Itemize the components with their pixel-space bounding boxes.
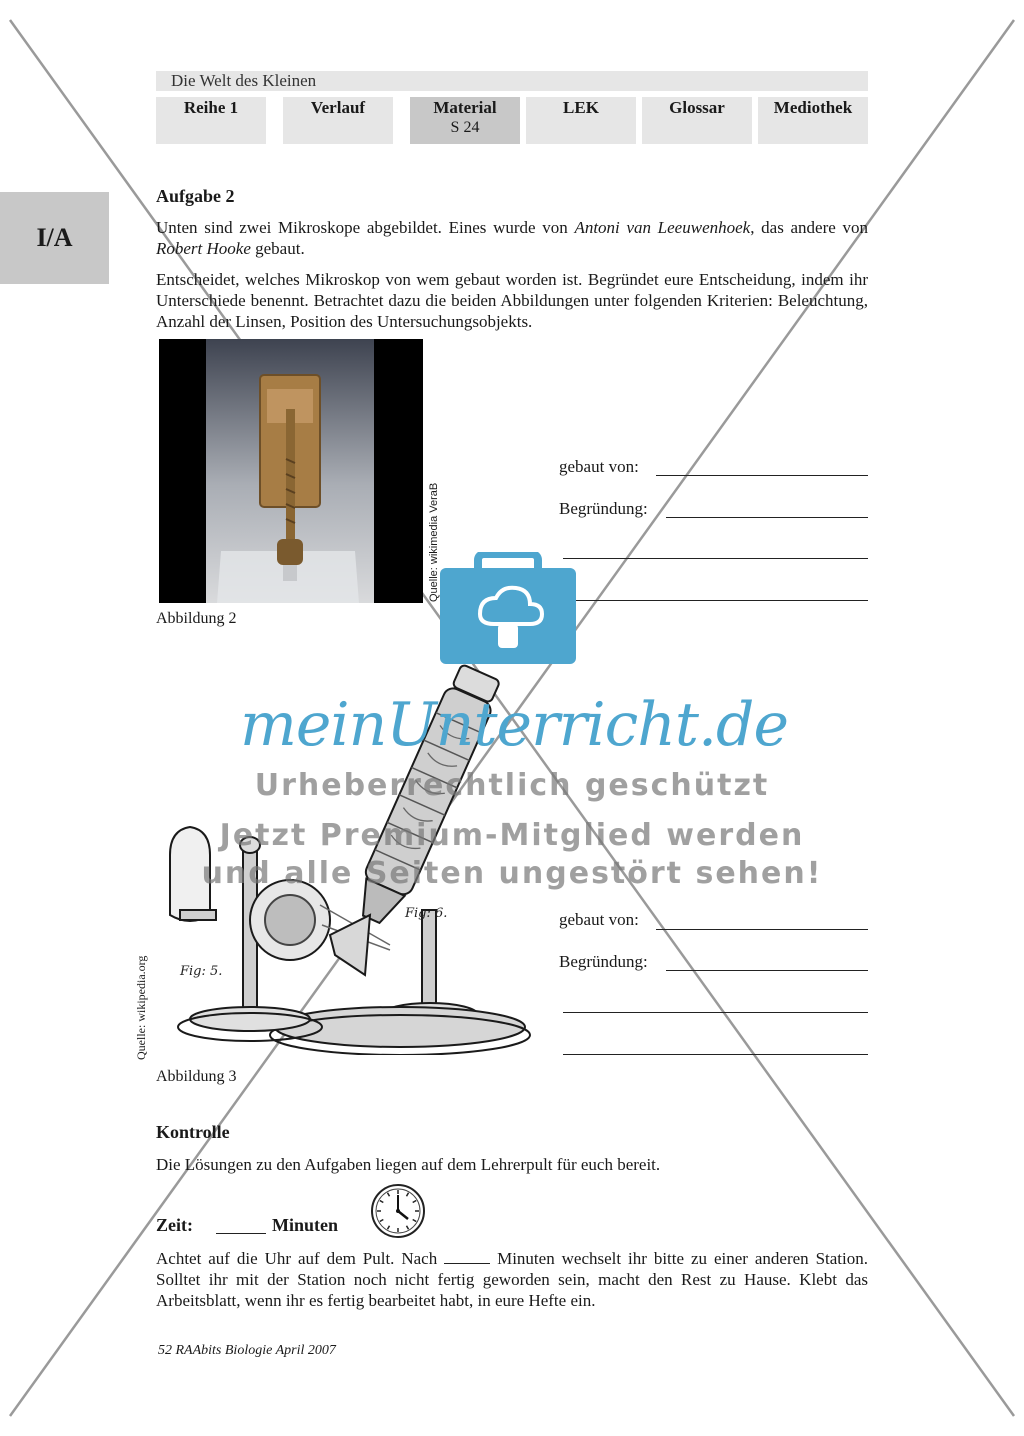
task-heading: Aufgabe 2	[156, 186, 235, 206]
task-paragraph-1: Unten sind zwei Mikroskope abgebildet. Eines wurde von Antoni van Leeuwenhoek, das andere von Robert Hooke gebaut.	[156, 218, 868, 258]
kontrolle-text: Die Lösungen zu den Aufgaben liegen auf dem Lehrerpult für euch bereit.	[156, 1155, 661, 1174]
tab-verlauf[interactable]: Verlauf	[283, 97, 393, 144]
tab-glossar[interactable]: Glossar	[642, 97, 752, 144]
side-section-tab: I/A	[0, 192, 109, 284]
microscope-photo	[159, 339, 423, 603]
zeit-minutes-line[interactable]	[216, 1233, 266, 1234]
zeit-instructions: Achtet auf die Uhr auf dem Pult. Nach Minuten wechselt ihr bitte zu einer anderen Station. Solltet ihr mit der Station noch nicht fertig geworden sein, macht den Rest zu Hause. Klebt das Arbeitsblatt, wenn ihr es fertig bearbeitet habt, in eure Hefte ein.	[156, 1249, 868, 1310]
reason-line-1c[interactable]	[563, 600, 868, 601]
hooke-fig5-label: Fig: 5.	[180, 964, 223, 979]
task-paragraph-2: Entscheidet, welches Mikroskop von wem gebaut worden ist. Begründet eure Entscheidung, indem ihr Unterschiede benennt. Betrachtet dazu die beiden Abbildungen unter folgenden Kriterien: Beleuchtung, Anzahl der Linsen, Position des Untersuchungsobjekts.	[156, 270, 868, 331]
figure-2-caption: Abbildung 2	[156, 610, 237, 627]
watermark-copyright: Urheberrechtlich geschützt	[254, 768, 770, 803]
tab-mediothek[interactable]: Mediothek	[758, 97, 868, 144]
briefcase-cloud-icon	[440, 552, 576, 664]
built-by-label-1: gebaut von:	[559, 457, 639, 476]
watermark-view: und alle Seiten ungestört sehen!	[201, 856, 823, 891]
page-footer: 52 RAAbits Biologie April 2007	[158, 1343, 336, 1358]
hooke-fig6-label: Fig: 6.	[405, 906, 448, 921]
leeuwenhoek-microscope-image	[159, 339, 423, 603]
reason-line-2b[interactable]	[563, 1012, 868, 1013]
built-by-label-2: gebaut von:	[559, 910, 639, 929]
photo-credit: Quelle: wikimedia VeraB	[428, 482, 440, 602]
watermark-premium: Jetzt Premium-Mitglied werden	[219, 818, 805, 853]
reason-line-1a[interactable]	[666, 517, 868, 518]
engraving-credit: Quelle: wikipedia.org	[134, 955, 148, 1060]
reason-line-2c[interactable]	[563, 1054, 868, 1055]
watermark-logo: meinUnterricht.de	[240, 690, 788, 760]
series-title: Die Welt des Kleinen	[156, 71, 868, 91]
clock-icon	[370, 1183, 426, 1239]
reason-line-2a[interactable]	[666, 970, 868, 971]
zeit-label: Zeit:	[156, 1215, 193, 1235]
tab-lek[interactable]: LEK	[526, 97, 636, 144]
station-minutes-line[interactable]	[444, 1249, 490, 1264]
reason-label-2: Begründung:	[559, 952, 648, 971]
built-by-line-2[interactable]	[656, 929, 868, 930]
tab-material-page: S 24	[450, 119, 480, 136]
zeit-unit: Minuten	[272, 1215, 339, 1235]
reason-line-1b[interactable]	[563, 558, 868, 559]
kontrolle-heading: Kontrolle	[156, 1122, 230, 1142]
reason-label-1: Begründung:	[559, 499, 648, 518]
tab-material[interactable]: Material S 24	[410, 97, 520, 144]
figure-3-caption: Abbildung 3	[156, 1068, 237, 1085]
built-by-line-1[interactable]	[656, 475, 868, 476]
tab-reihe[interactable]: Reihe 1	[156, 97, 266, 144]
